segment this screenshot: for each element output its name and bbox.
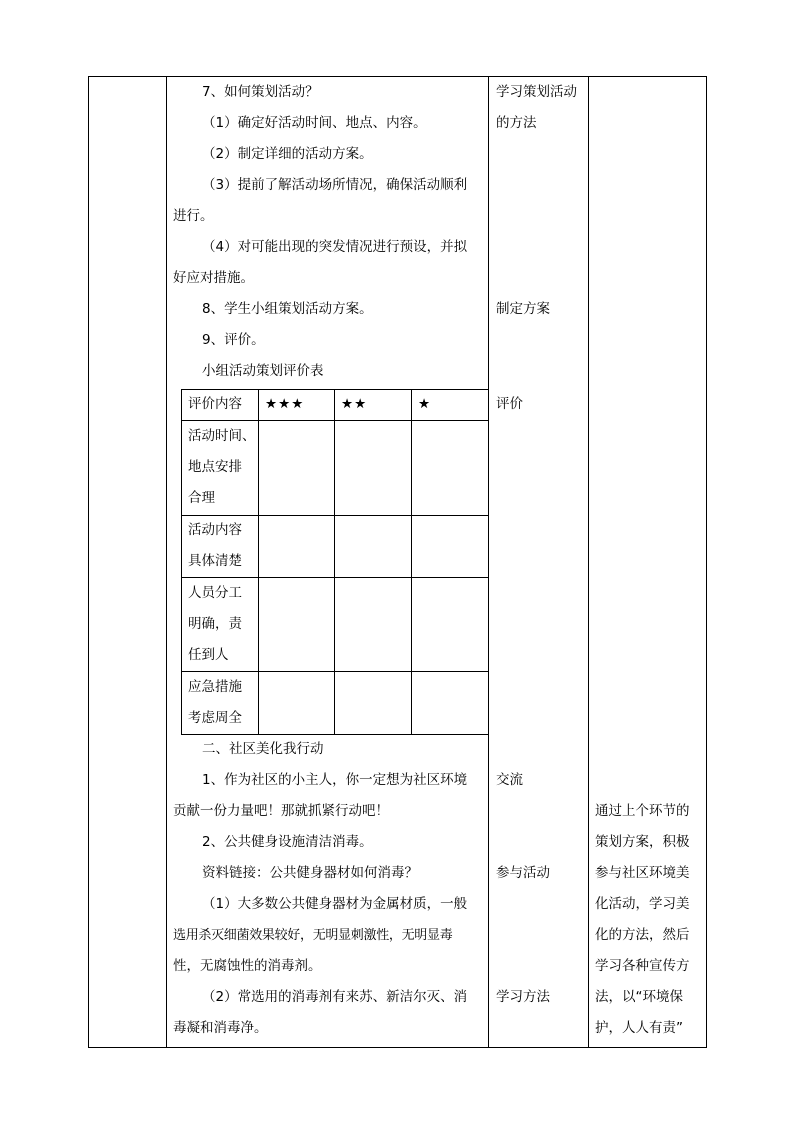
activity-label: 评价 xyxy=(496,396,523,412)
eval-table-caption: 小组活动策划评价表 xyxy=(202,363,324,379)
eval-criterion: 地点安排 xyxy=(188,459,242,475)
content-line: （4）对可能出现的突发情况进行预设，并拟 xyxy=(202,239,468,255)
eval-criterion: 应急措施 xyxy=(188,679,242,695)
eval-criterion: 任到人 xyxy=(188,647,229,663)
activity-label: 参与活动 xyxy=(496,865,550,881)
eval-table-line xyxy=(181,389,182,735)
activity-label: 交流 xyxy=(496,772,523,788)
content-line: 9、评价。 xyxy=(202,332,265,348)
content-line: 好应对措施。 xyxy=(173,270,254,286)
intent-line: 学习各种宣传方 xyxy=(595,958,690,974)
content-line: （1）确定好活动时间、地点、内容。 xyxy=(202,115,427,131)
eval-criterion: 明确，责 xyxy=(188,616,242,632)
activity-label: 学习策划活动 xyxy=(496,84,577,100)
content-line: （3）提前了解活动场所情况，确保活动顺利 xyxy=(202,177,468,193)
content-line: （1）大多数公共健身器材为金属材质，一般 xyxy=(202,896,468,912)
content-line: 7、如何策划活动？ xyxy=(202,84,319,100)
content-line: 资料链接：公共健身器材如何消毒？ xyxy=(202,865,418,881)
content-line: 贡献一份力量吧！那就抓紧行动吧！ xyxy=(173,803,389,819)
eval-criterion: 人员分工 xyxy=(188,585,242,601)
intent-line: 参与社区环境美 xyxy=(595,865,690,881)
content-line: （2）常选用的消毒剂有来苏、新洁尔灭、消 xyxy=(202,989,468,1005)
intent-line: 法，以“环境保 xyxy=(595,989,683,1005)
content-line: 毒凝和消毒净。 xyxy=(173,1020,268,1036)
intent-line: 策划方案，积极 xyxy=(595,834,690,850)
intent-line: 化活动，学习美 xyxy=(595,896,690,912)
col-divider-3 xyxy=(588,76,589,1048)
eval-header-two-stars: ★★ xyxy=(341,396,368,412)
content-line: （2）制定详细的活动方案。 xyxy=(202,146,373,162)
content-line: 进行。 xyxy=(173,208,214,224)
outer-right-border xyxy=(706,76,707,1048)
eval-criterion: 活动时间、 xyxy=(188,428,256,444)
content-line: 性，无腐蚀性的消毒剂。 xyxy=(173,958,322,974)
eval-criterion: 活动内容 xyxy=(188,522,242,538)
col-divider-2 xyxy=(488,76,489,1048)
intent-line: 护，人人有责” xyxy=(595,1020,683,1036)
section-heading: 二、社区美化我行动 xyxy=(202,741,324,757)
eval-table-line xyxy=(334,389,335,735)
eval-criterion: 合理 xyxy=(188,490,215,506)
content-line: 2、公共健身设施清洁消毒。 xyxy=(202,834,373,850)
activity-label: 学习方法 xyxy=(496,989,550,1005)
outer-bottom-border xyxy=(88,1047,707,1048)
content-line: 1、作为社区的小主人，你一定想为社区环境 xyxy=(202,772,468,788)
eval-header-one-star: ★ xyxy=(418,396,432,412)
eval-criterion: 考虑周全 xyxy=(188,710,242,726)
outer-left-border xyxy=(88,76,89,1048)
eval-table-line xyxy=(258,389,259,735)
activity-label: 制定方案 xyxy=(496,301,550,317)
content-line: 选用杀灭细菌效果较好，无明显刺激性，无明显毒 xyxy=(173,928,453,943)
eval-header-criteria: 评价内容 xyxy=(188,396,242,412)
content-line: 8、学生小组策划活动方案。 xyxy=(202,301,373,317)
intent-line: 化的方法，然后 xyxy=(595,927,690,943)
eval-header-three-stars: ★★★ xyxy=(265,396,305,412)
outer-top-border xyxy=(88,76,707,77)
col-divider-1 xyxy=(166,76,167,1048)
eval-table-line xyxy=(411,389,412,735)
activity-label: 的方法 xyxy=(496,115,537,131)
intent-line: 通过上个环节的 xyxy=(595,803,690,819)
eval-criterion: 具体清楚 xyxy=(188,553,242,569)
